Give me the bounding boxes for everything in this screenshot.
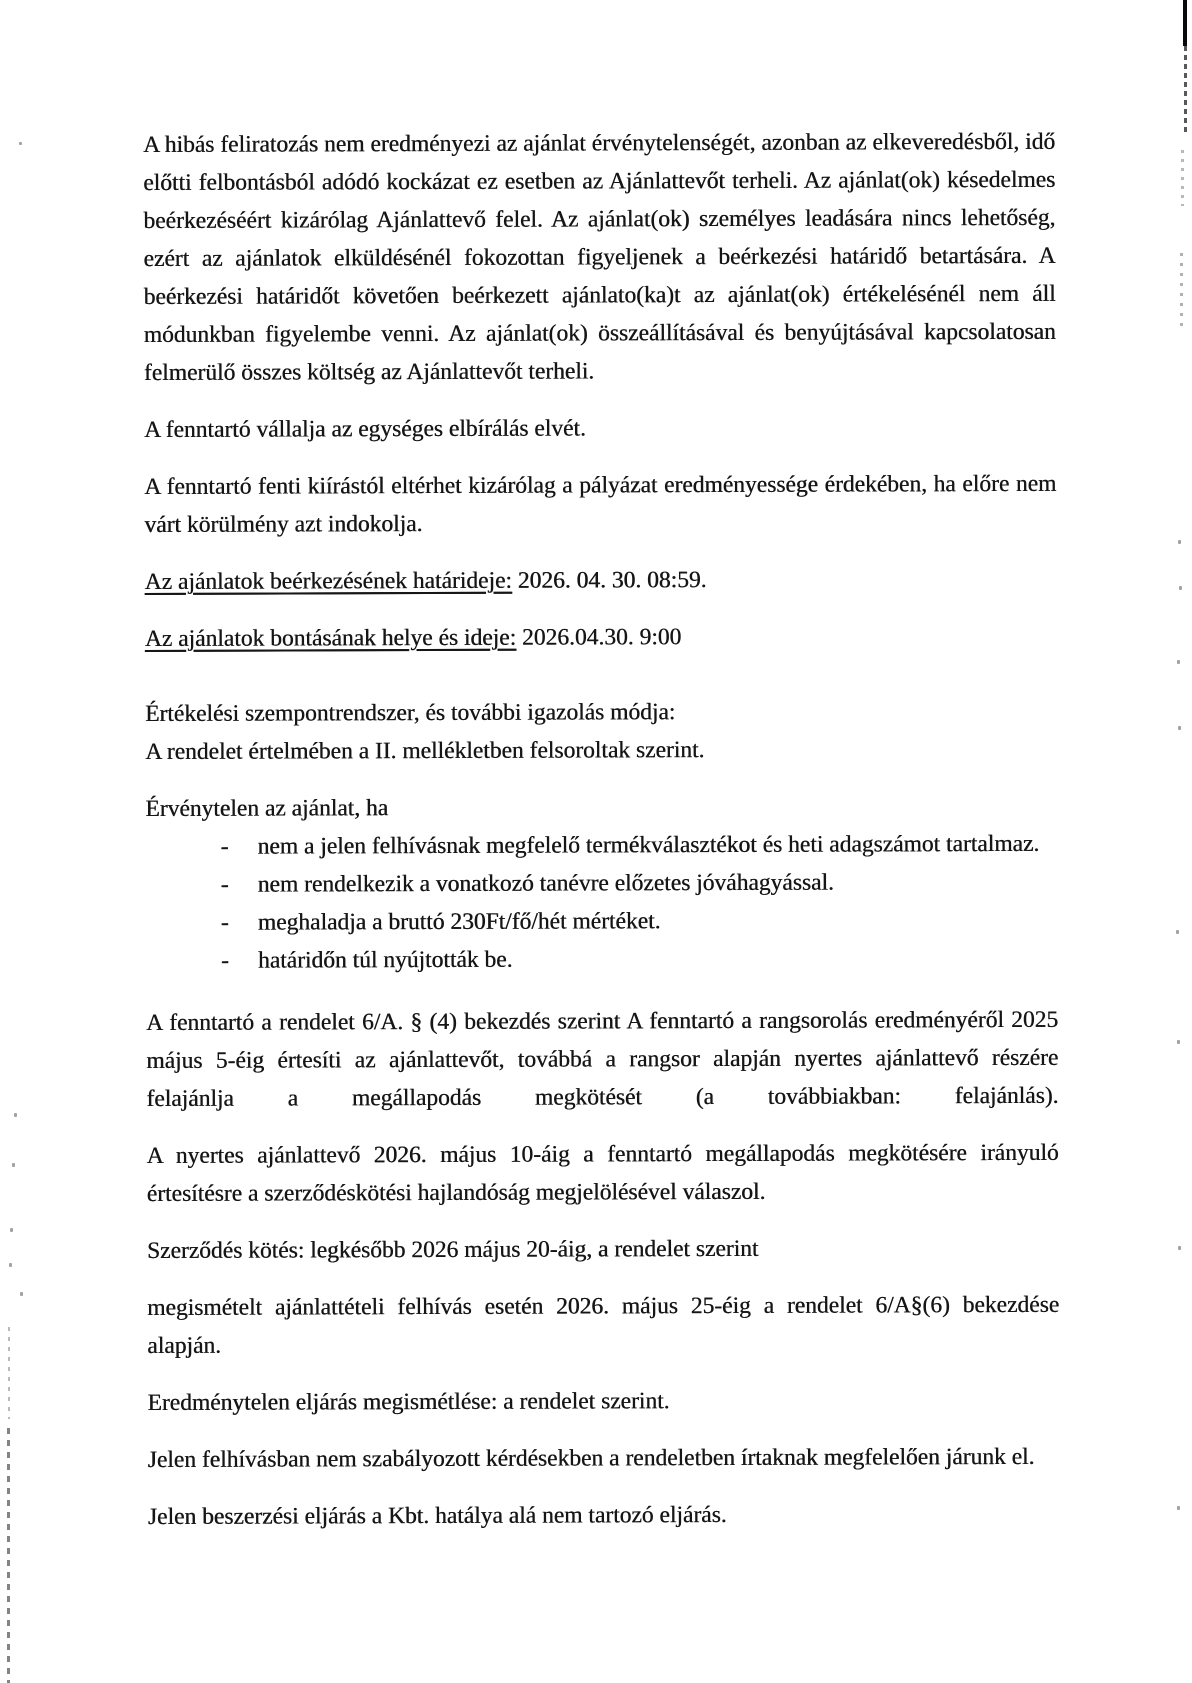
list-item-text: nem rendelkezik a vonatkozó tanévre előzetes jóváhagyással.	[257, 869, 834, 898]
scan-edge-dashes-right-3	[1180, 253, 1183, 331]
list-item	[146, 901, 1058, 942]
bullet-dash: -	[220, 947, 229, 974]
list-item	[146, 939, 1058, 980]
bullet-dash: -	[220, 909, 229, 936]
evaluation-criteria-heading: Értékelési szempontrendszer, és további igazolás módja:	[145, 699, 676, 727]
scan-speck	[1177, 660, 1180, 664]
paragraph-uniform-evaluation: A fenntartó vállalja az egységes elbírálás elvét.	[144, 415, 586, 443]
scan-edge-dashes-right-2	[1181, 150, 1184, 206]
paragraph-kbt-scope: Jelen beszerzési eljárás a Kbt. hatálya alá nem tartozó eljárás.	[147, 1501, 727, 1530]
paragraph-intro-liability: A hibás feliratozás nem eredményezi az ajánlat érvénytelenségét, azonban az elkeveredésből, idő előtti felbontásból adódó kockázat ez esetben az Ajánlattevőt terheli. Az ajánlat(ok) késedelmes beérkezéséért kizárólag Ajánlattevő felel. Az ajánlat(ok) személyes leadására nincs lehetőség, ezért az ajánlatok elküldésénél fokozottan figyeljenek a beérkezési határidő betartására. A beérkezési határidőt követően beérkezett ajánlato(ka)t az ajánlat(ok) értékelésénél nem áll módunkban figyelembe venni. Az ajánlat(ok) összeállításával és benyújtásával kapcsolatosan felmerülő összes költség az Ajánlattevőt terheli.	[143, 128, 1056, 386]
list-item-text: nem a jelen felhívásnak megfelelő termékválasztékot és heti adagszámot tartalmaz.	[257, 830, 1040, 860]
scan-speck	[1176, 930, 1179, 934]
scan-speck	[20, 1292, 23, 1296]
scan-edge-dashes-left-2	[7, 1428, 10, 1683]
invalid-offer-list	[145, 825, 1058, 980]
submission-deadline-label: Az ajánlatok beérkezésének határideje:	[144, 567, 512, 595]
bullet-dash: -	[220, 833, 229, 860]
paragraph-deviation-clause: A fenntartó fenti kiírástól eltérhet kizárólag a pályázat eredményessége érdekében, ha előre nem várt körülmény azt indokolja.	[144, 470, 1057, 538]
paragraph-ranking-notification: A fenntartó a rendelet 6/A. § (4) bekezdés szerint A fenntartó a rangsorolás eredményéről 2025 május 5-éig értesíti az ajánlattevőt, továbbá a rangsor alapján nyertes ajánlattevő részére felajánlja a megállapodás megkötését (a továbbiakban: felajánlás).	[146, 1006, 1059, 1112]
scan-speck	[12, 1163, 15, 1167]
scan-edge-mark-right-top	[1183, 0, 1187, 46]
document-page	[143, 123, 1060, 1555]
scan-speck	[9, 1263, 12, 1267]
scan-speck	[14, 1113, 17, 1117]
invalid-offer-heading: Érvénytelen az ajánlat, ha	[145, 795, 389, 822]
scan-speck	[1177, 1040, 1180, 1044]
paragraph-contract-signing: Szerződés kötés: legkésőbb 2026 május 20-áig, a rendelet szerint	[146, 1235, 759, 1264]
opening-time-value: 2026.04.30. 9:00	[516, 624, 682, 651]
bullet-dash: -	[220, 871, 229, 898]
paragraph-not-regulated: Jelen felhívásban nem szabályozott kérdésekben a rendeletben írtaknak megfelelően járunk el.	[147, 1443, 1035, 1473]
evaluation-criteria-text: A rendelet értelmében a II. mellékletben felsoroltak szerint.	[145, 737, 705, 765]
opening-time-label: Az ajánlatok bontásának helye és ideje:	[144, 624, 517, 652]
list-item	[145, 825, 1057, 866]
list-item	[146, 863, 1058, 904]
list-item-text: határidőn túl nyújtották be.	[257, 946, 513, 974]
paragraph-repeated-call: megismételt ajánlattételi felhívás esetén 2026. május 25-éig a rendelet 6/A§(6) bekezdése alapján.	[147, 1291, 1060, 1359]
scan-speck	[19, 142, 22, 145]
paragraph-opening-time	[145, 617, 1057, 658]
scan-speck	[10, 1228, 13, 1232]
scan-speck	[1179, 586, 1182, 590]
scan-speck	[1178, 540, 1181, 544]
paragraph-unsuccessful-procedure: Eredménytelen eljárás megismétlése: a rendelet szerint.	[147, 1388, 670, 1416]
scan-speck	[1178, 726, 1181, 730]
scan-speck	[1178, 1246, 1181, 1250]
scan-speck	[1177, 1506, 1180, 1510]
list-item-text: meghaladja a bruttó 230Ft/fő/hét mértéket.	[257, 908, 661, 936]
scan-edge-dashes-left-1	[8, 1327, 10, 1419]
submission-deadline-value: 2026. 04. 30. 08:59.	[511, 567, 707, 594]
scan-edge-dashes-right-1	[1184, 46, 1187, 132]
paragraph-submission-deadline	[145, 560, 1057, 601]
paragraph-winner-response: A nyertes ajánlattevő 2026. május 10-áig a fenntartó megállapodás megkötésére irányuló értesítésre a szerződéskötési hajlandóság megjelölésével válaszol.	[146, 1139, 1059, 1207]
